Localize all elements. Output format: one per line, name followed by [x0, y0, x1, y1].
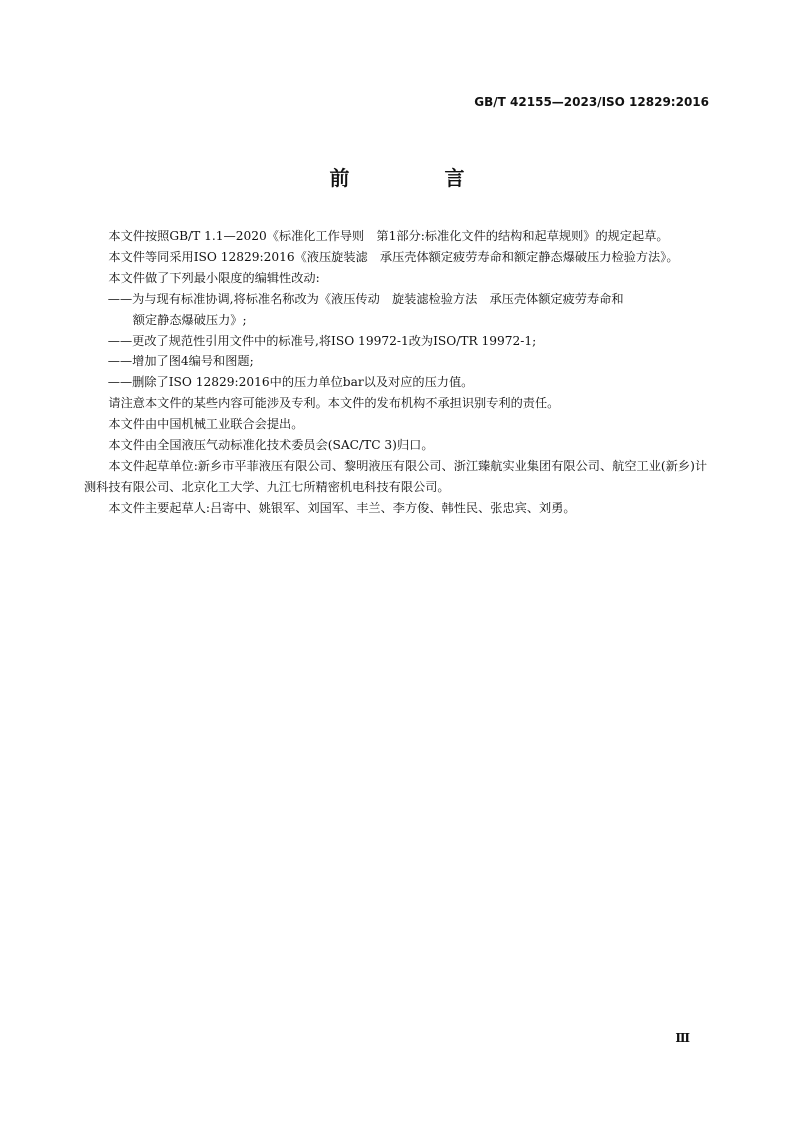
change-item-title-revision-line1: ——为与现有标准协调,将标准名称改为《液压传动 旋装滤检验方法 承压壳体额定疲劳寿命和 [107, 291, 624, 306]
change-item-title-revision [84, 289, 712, 331]
change-item-reference-number: ——更改了规范性引用文件中的标准号,将ISO 19972-1改为ISO/TR 19972-1; [107, 333, 537, 348]
page-title: 前 言 [329, 166, 509, 190]
editorial-changes-intro: 本文件做了下列最小限度的编辑性改动: [108, 270, 320, 285]
change-item-title-revision-line2: 额定静态爆破压力》; [132, 312, 247, 327]
change-item-figure-title: ——增加了图4编号和图题; [107, 354, 254, 369]
patent-notice: 请注意本文件的某些内容可能涉及专利。本文件的发布机构不承担识别专利的责任。 [108, 396, 560, 411]
main-drafters: 本文件主要起草人:吕寄中、姚银军、刘国军、丰兰、李方俊、韩性民、张忠宾、刘勇。 [108, 500, 576, 515]
drafting-rule-paragraph: 本文件按照GB/T 1.1—2020《标准化工作导则 第1部分:标准化文件的结构和起草规则》的规定起草。 [108, 229, 669, 243]
adoption-paragraph: 本文件等同采用ISO 12829:2016《液压旋装滤 承压壳体额定疲劳寿命和额定静态爆破压力检验方法》。 [108, 249, 679, 264]
drafting-units: 本文件起草单位:新乡市平菲液压有限公司、黎明液压有限公司、浙江臻航实业集团有限公司、航空工业(新乡)计测科技有限公司、北京化工大学、九江七所精密机电科技有限公司。 [84, 458, 708, 494]
managed-by: 本文件由全国液压气动标准化技术委员会(SAC/TC 3)归口。 [108, 438, 434, 453]
standard-code-header: GB/T 42155—2023/ISO 12829:2016 [474, 95, 709, 109]
change-item-pressure-unit: ——删除了ISO 12829:2016中的压力单位bar以及对应的压力值。 [107, 375, 474, 390]
page-number: Ⅲ [675, 1031, 690, 1045]
proposed-by: 本文件由中国机械工业联合会提出。 [108, 417, 304, 432]
foreword-content [84, 226, 712, 519]
